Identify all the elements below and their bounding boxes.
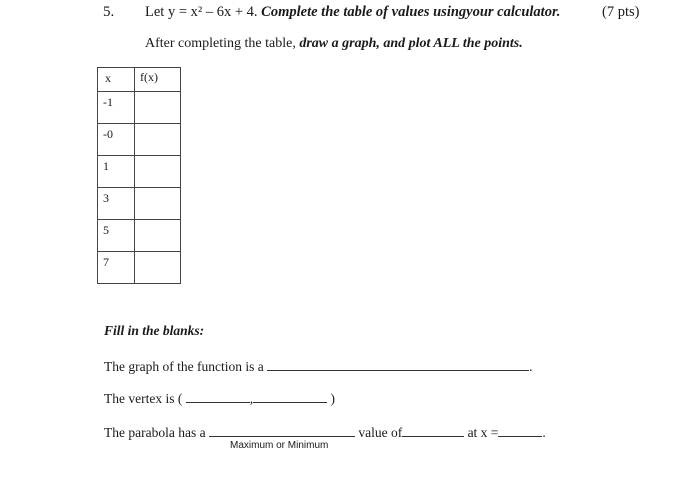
at-x-blank[interactable] [498,423,542,437]
table-row [98,124,181,156]
blank-line-extreme-value [104,423,546,441]
max-min-hint: Maximum or Minimum [230,440,329,451]
fx-cell[interactable] [135,188,181,220]
header-x: x [98,68,135,92]
graph-shape-blank[interactable] [267,357,529,371]
table-row [98,156,181,188]
vertex-comma: , [249,391,254,406]
values-table [97,67,181,284]
vertex-y-blank[interactable] [253,389,327,403]
fx-cell[interactable] [135,124,181,156]
graph-shape-text: The graph of the function is a [104,359,264,374]
max-min-blank[interactable] [209,423,355,437]
question-prompt [145,4,560,21]
table-row [98,188,181,220]
graph-instruction-emph: draw a graph, and plot ALL the points. [299,36,523,51]
fill-blanks-title: Fill in the blanks: [104,323,205,338]
x-cell: -1 [98,92,135,124]
table-row [98,220,181,252]
fx-cell[interactable] [135,156,181,188]
x-cell: 5 [98,220,135,252]
points-label: (7 pts) [602,4,640,20]
fx-cell[interactable] [135,220,181,252]
vertex-text: The vertex is ( [104,391,183,406]
function-definition: Let y = x² – 6x + 4. [145,4,258,20]
extreme-value-blank[interactable] [402,423,464,437]
header-fx: f(x) [135,68,181,92]
x-cell: 1 [98,156,135,188]
fx-cell[interactable] [135,252,181,284]
x-cell: -0 [98,124,135,156]
blank-line-vertex [104,389,335,407]
table-instruction: Complete the table of values usingyour calculator. [261,4,561,20]
table-row [98,252,181,284]
value-of-text: value of [358,425,403,440]
parabola-text: The parabola has a [104,425,206,440]
fx-cell[interactable] [135,92,181,124]
vertex-x-blank[interactable] [186,389,250,403]
graph-instruction-plain: After completing the table, [145,36,296,51]
vertex-close-paren: ) [330,391,335,406]
at-x-text: at x = [467,425,499,440]
x-cell: 7 [98,252,135,284]
blank-line-graph-shape [104,357,532,375]
graph-shape-period: . [529,359,533,374]
table-row [98,92,181,124]
table-header-row [98,68,181,92]
graph-instruction [145,36,523,52]
at-x-period: . [542,425,546,440]
x-cell: 3 [98,188,135,220]
question-number: 5. [103,4,115,20]
